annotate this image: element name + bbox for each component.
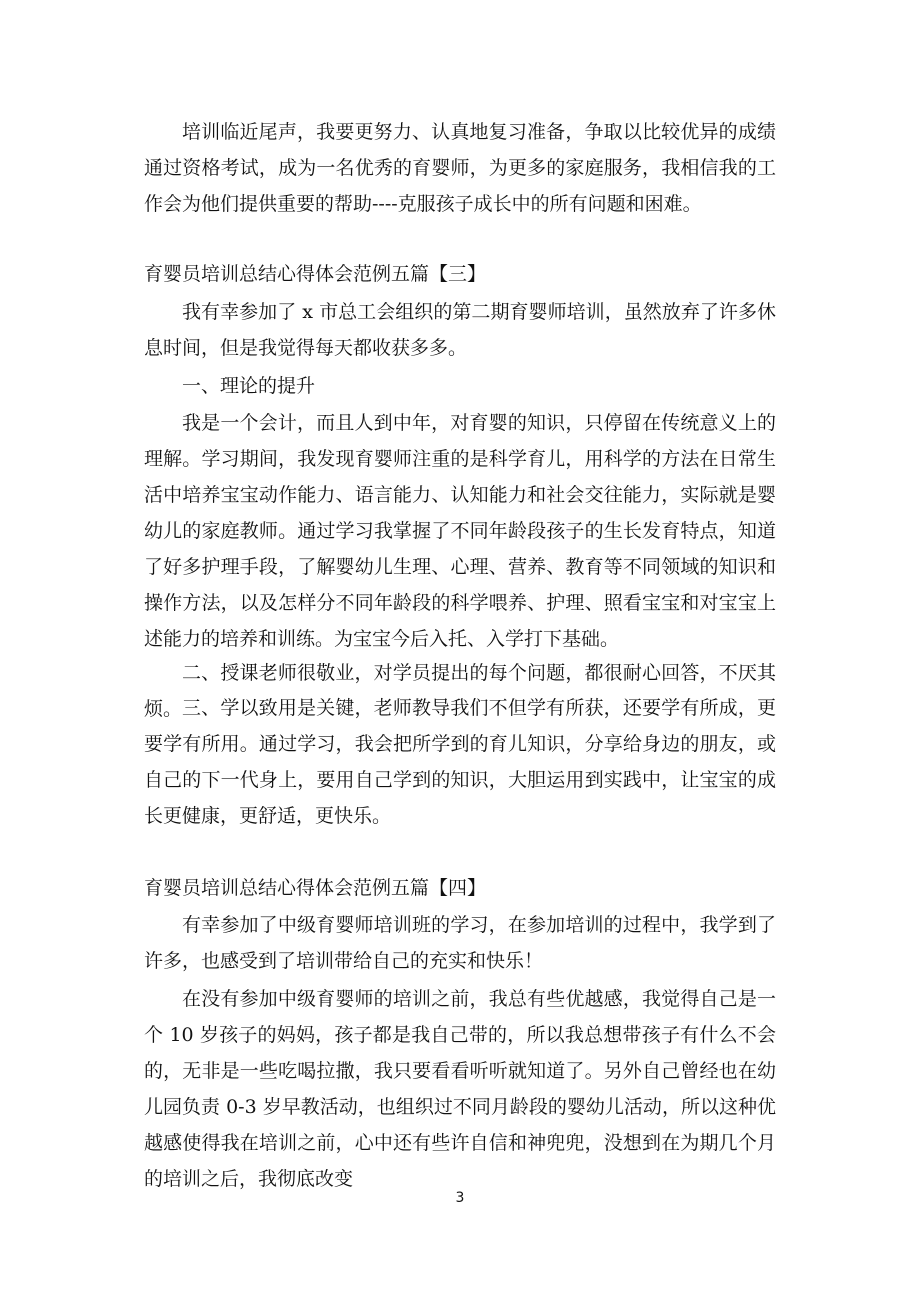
section-4-paragraph-2: 在没有参加中级育婴师的培训之前，我总有些优越感，我觉得自己是一个 10 岁孩子的妈妈，孩子都是我自己带的，所以我总想带孩子有什么不会的，无非是一些吃喝拉撒，我只要看看听听就知道了。另外自己曾经也在幼儿园负责 0-3 岁早教活动，也组织过不同月龄段的婴幼儿活动，所以这种优越感使得我在培训之前，心中还有些许自信和神兜兜，没想到在为期几个月的培训之后，我彻底改变	[144, 988, 776, 1190]
page-number: 3	[455, 1190, 465, 1206]
section-4-paragraph-1: 有幸参加了中级育婴师培训班的学习，在参加培训的过程中，我学到了许多，也感受到了培训带给自己的充实和快乐！	[144, 914, 776, 972]
section-3-heading: 育婴员培训总结心得体会范例五篇【三】	[144, 263, 487, 285]
section-3-paragraph-4: 二、授课老师很敬业，对学员提出的每个问题，都很耐心回答，不厌其烦。	[144, 662, 776, 720]
section-4-heading: 育婴员培训总结心得体会范例五篇【四】	[144, 877, 487, 899]
section-3-subheading-theory: 一、理论的提升	[182, 375, 316, 397]
section-3-paragraph-3: 我是一个会计，而且人到中年，对育婴的知识，只停留在传统意义上的理解。学习期间，我发现育婴师注重的是科学育儿，用科学的方法在日常生活中培养宝宝动作能力、语言能力、认知能力和社会交往能力，实际就是婴幼儿的家庭教师。通过学习我掌握了不同年龄段孩子的生长发育特点，知道了好多护理手段，了解婴幼儿生理、心理、营养、教育等不同领域的知识和操作方法，以及怎样分不同年龄段的科学喂养、护理、照看宝宝和对宝宝上述能力的培养和训练。为宝宝今后入托、入学打下基础。	[144, 412, 776, 650]
section-3-paragraph-1: 我有幸参加了 x 市总工会组织的第二期育婴师培训，虽然放弃了许多休息时间，但是我觉得每天都收获多多。	[144, 301, 776, 359]
paragraph-intro: 培训临近尾声，我要更努力、认真地复习准备，争取以比较优异的成绩通过资格考试，成为一名优秀的育婴师，为更多的家庭服务，我相信我的工作会为他们提供重要的帮助----克服孩子成长中的所有问题和困难。	[144, 121, 776, 215]
section-3-paragraph-5: 三、学以致用是关键，老师教导我们不但学有所获，还要学有所成，更要学有所用。通过学习，我会把所学到的育儿知识，分享给身边的朋友，或自己的下一代身上，要用自己学到的知识，大胆运用到实践中，让宝宝的成长更健康，更舒适，更快乐。	[144, 697, 776, 827]
